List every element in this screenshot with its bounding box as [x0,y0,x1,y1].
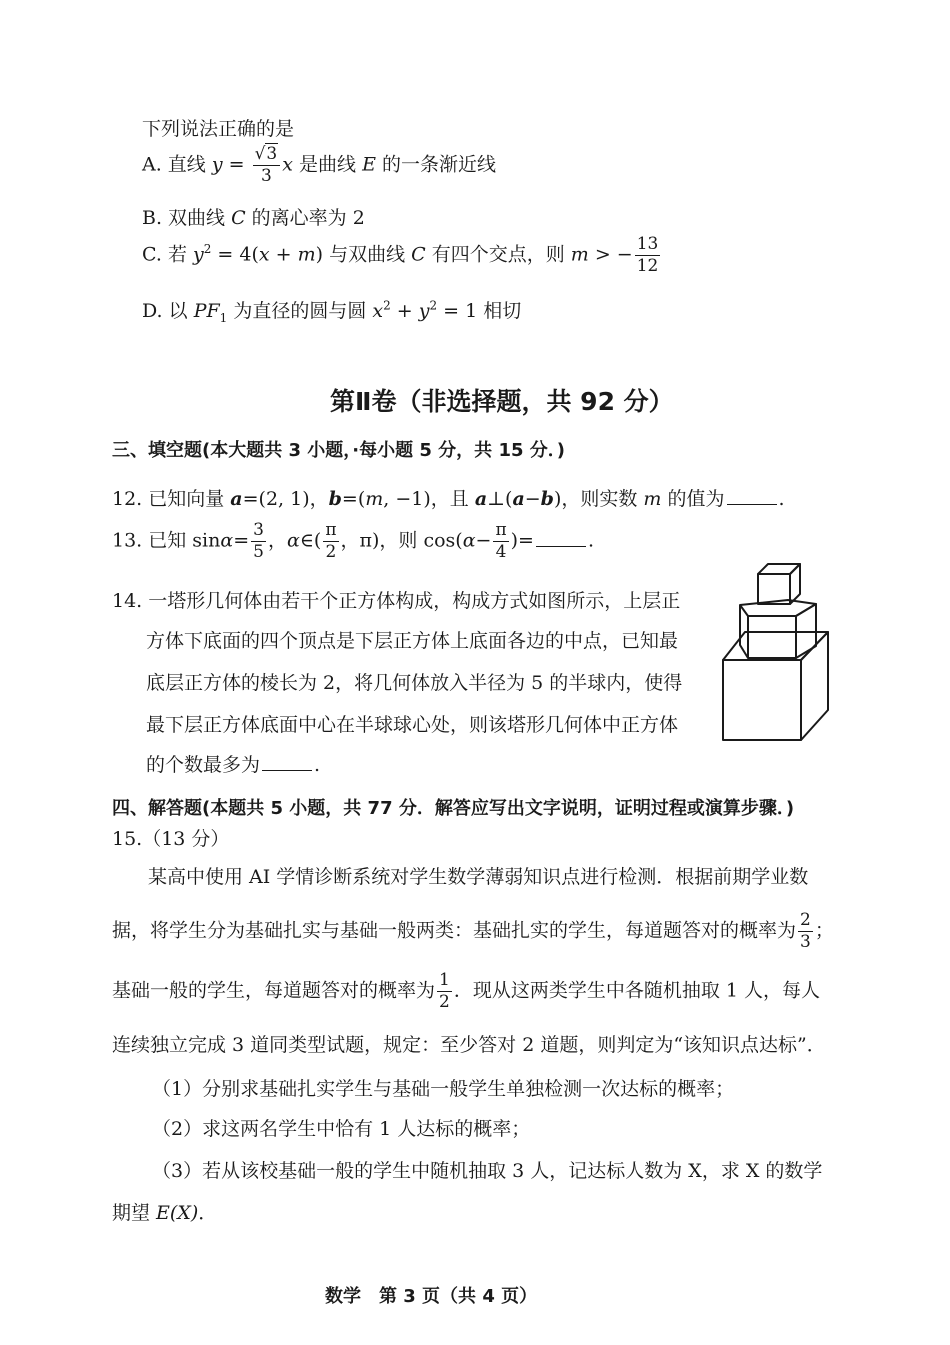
answer-blank[interactable] [262,769,312,771]
q15-sub3-line2 [112,1198,217,1225]
frac-den: 2 [325,542,337,562]
q12-suffix: 的值为 [661,488,725,510]
answer-blank[interactable] [536,545,586,547]
frac-den: 4 [495,542,507,562]
section4-heading: 四、解答题(本题共 5 小题，共 77 分．解答应写出文字说明，证明过程或演算步骤．) [112,798,795,819]
bottom-cube-side [801,632,828,740]
q15-para-line2 [112,912,834,951]
fraction-13-over-12 [635,236,661,275]
middle-cube-front [748,616,796,658]
fraction-1-over-2 [437,972,452,1011]
q15-sub3-line1: （3）若从该校基础一般的学生中随机抽取 3 人，记达标人数为 X，求 X 的数学 [152,1160,823,1182]
q12-a-value: =(2, 1)， [242,488,329,510]
exponent: 2 [203,242,212,257]
frac-den: 12 [636,256,659,276]
frac-num: π [495,520,507,540]
var-m: m [297,243,316,266]
eq-sign: = 4( [211,243,259,266]
plus: + [269,243,298,266]
top-cube-side [790,564,800,604]
var-x: x [372,300,384,322]
q14-line2: 方体下底面的四个顶点是下层正方体上底面各边的中点，已知最 [146,630,679,652]
var-x: x [258,243,270,266]
question-12 [112,484,785,511]
var-alpha: α [220,529,234,552]
q14-line3: 底层正方体的棱长为 2，将几何体放入半径为 5 的半球内，使得 [146,672,683,694]
cube-tower-figure [718,560,838,745]
q14-line4: 最下层正方体底面中心在半球球心处，则该塔形几何体中正方体 [146,714,679,736]
vector-a: a [512,488,525,510]
q15-line3-text: 基础一般的学生，每道题答对的概率为 [112,979,436,1002]
semicolon: ； [814,919,834,942]
frac-den: 5 [253,542,264,562]
part2-title: 第Ⅱ卷（非选择题，共 92 分） [330,387,674,416]
gt-minus: > − [588,243,633,266]
q11-option-a [142,146,496,185]
var-y: y [418,300,430,322]
q15-para-line4: 连续独立完成 3 道同类型试题，规定：至少答对 2 道题，则判定为“该知识点达标”． [112,1034,826,1056]
q13-close: )= [510,529,534,552]
expectation-ex: E(X) [156,1202,199,1224]
var-m: m [570,243,589,266]
vector-b: b [540,488,554,510]
fraction-pi-over-2 [323,522,338,561]
q14-line5 [146,750,320,777]
q12-close: )，则实数 [553,488,644,510]
minus: − [475,529,492,552]
var-y: y [192,243,204,266]
option-d-suffix: 为直径的圆与圆 [227,300,373,322]
frac-den: 3 [261,166,272,186]
vector-a: a [230,488,243,510]
option-d-prefix: D. 以 [142,300,194,322]
q11-option-d [142,296,521,325]
perp-sign: ⊥( [487,488,513,510]
bottom-cube-top [723,632,828,660]
q12-b-value2: , −1)，且 [383,488,475,510]
curve-e: E [362,153,376,176]
option-a-prefix: A. 直线 [142,153,212,176]
q15-sub1: （1）分别求基础扎实学生与基础一般学生单独检测一次达标的概率； [152,1078,735,1100]
page-footer: 数学 第 3 页（共 4 页） [325,1286,538,1307]
eq-sign: = [233,529,250,552]
q13-prefix: 13. 已知 sin [112,529,221,552]
var-alpha: α [286,529,300,552]
option-b-prefix: B. 双曲线 [142,207,232,229]
option-c-suffix2: 有四个交点，则 [425,243,571,266]
fraction-pi-over-4 [493,522,508,561]
option-b-suffix: 的离心率为 2 [245,207,365,229]
question-13 [112,522,594,561]
q12-b-value: =( [341,488,366,510]
frac-den: 3 [800,932,811,952]
option-a-suffix2: 的一条渐近线 [375,153,496,176]
var-alpha: α [462,529,476,552]
in-sign: ∈( [299,529,322,552]
q15-header: 15.（13 分） [112,828,230,850]
minus: − [524,488,541,510]
bottom-cube-front [723,660,801,740]
frac-num: 1 [439,970,450,990]
comma: ， [267,529,287,552]
q11-option-c [142,236,662,275]
period: . [778,488,785,510]
q11-intro: 下列说法正确的是 [142,118,295,140]
q14-line5-text: 的个数最多为 [146,754,261,776]
option-a-suffix: 是曲线 [292,153,363,176]
q15-sub2: （2）求这两名学生中恰有 1 人达标的概率； [152,1118,531,1140]
var-m: m [643,488,662,510]
q15-line3-suffix: ．现从这两类学生中各随机抽取 1 人，每人 [453,979,821,1002]
var-m: m [365,488,384,510]
frac-den: 2 [439,992,450,1012]
exponent: 2 [429,298,438,313]
middle-cube-top [740,600,816,616]
q13-interval-end: ，π)，则 cos( [340,529,463,552]
option-d-suffix2: = 1 相切 [437,300,522,322]
option-c-suffix: 与双曲线 [323,243,412,266]
answer-blank[interactable] [727,503,777,505]
frac-num: 3 [266,144,278,164]
section3-heading: 三、填空题(本大题共 3 小题，·每小题 5 分，共 15 分．) [112,440,565,461]
q14-line1: 14. 一塔形几何体由若干个正方体构成，构成方式如图所示，上层正 [112,590,681,612]
frac-num: π [325,520,337,540]
frac-num: 2 [800,910,811,930]
paren-close: ) [315,243,324,266]
period: . [314,754,321,776]
var-y: y [211,153,223,176]
frac-num: 3 [253,520,264,540]
vector-b: b [328,488,342,510]
curve-c: C [231,207,246,229]
exponent: 2 [383,298,391,313]
var-x: x [282,153,293,176]
subscript: 1 [219,310,228,325]
option-c-prefix: C. 若 [142,243,193,266]
q15-line2-text: 据，将学生分为基础扎实与基础一般两类：基础扎实的学生，每道题答对的概率为 [112,919,797,942]
curve-c: C [411,243,426,266]
period: ． [198,1202,218,1224]
vector-a: a [474,488,488,510]
q15-para-line1: 某高中使用 AI 学情诊断系统对学生数学薄弱知识点进行检测．根据前期学业数 [148,866,809,888]
eq-sign: = [222,153,251,176]
q15-para-line3 [112,972,820,1011]
fraction-3-over-5 [251,522,266,561]
frac-num: 13 [636,234,659,254]
fraction-2-over-3 [798,912,813,951]
period: . [587,529,595,552]
plus: + [390,300,419,322]
segment-pf: PF [193,300,220,322]
q15-sub3-prefix: 期望 [112,1202,157,1224]
q11-option-b [142,203,365,230]
q12-prefix: 12. 已知向量 [112,488,231,510]
fraction-sqrt3-over-3: $\frac{√3}{3}$ [253,146,281,185]
